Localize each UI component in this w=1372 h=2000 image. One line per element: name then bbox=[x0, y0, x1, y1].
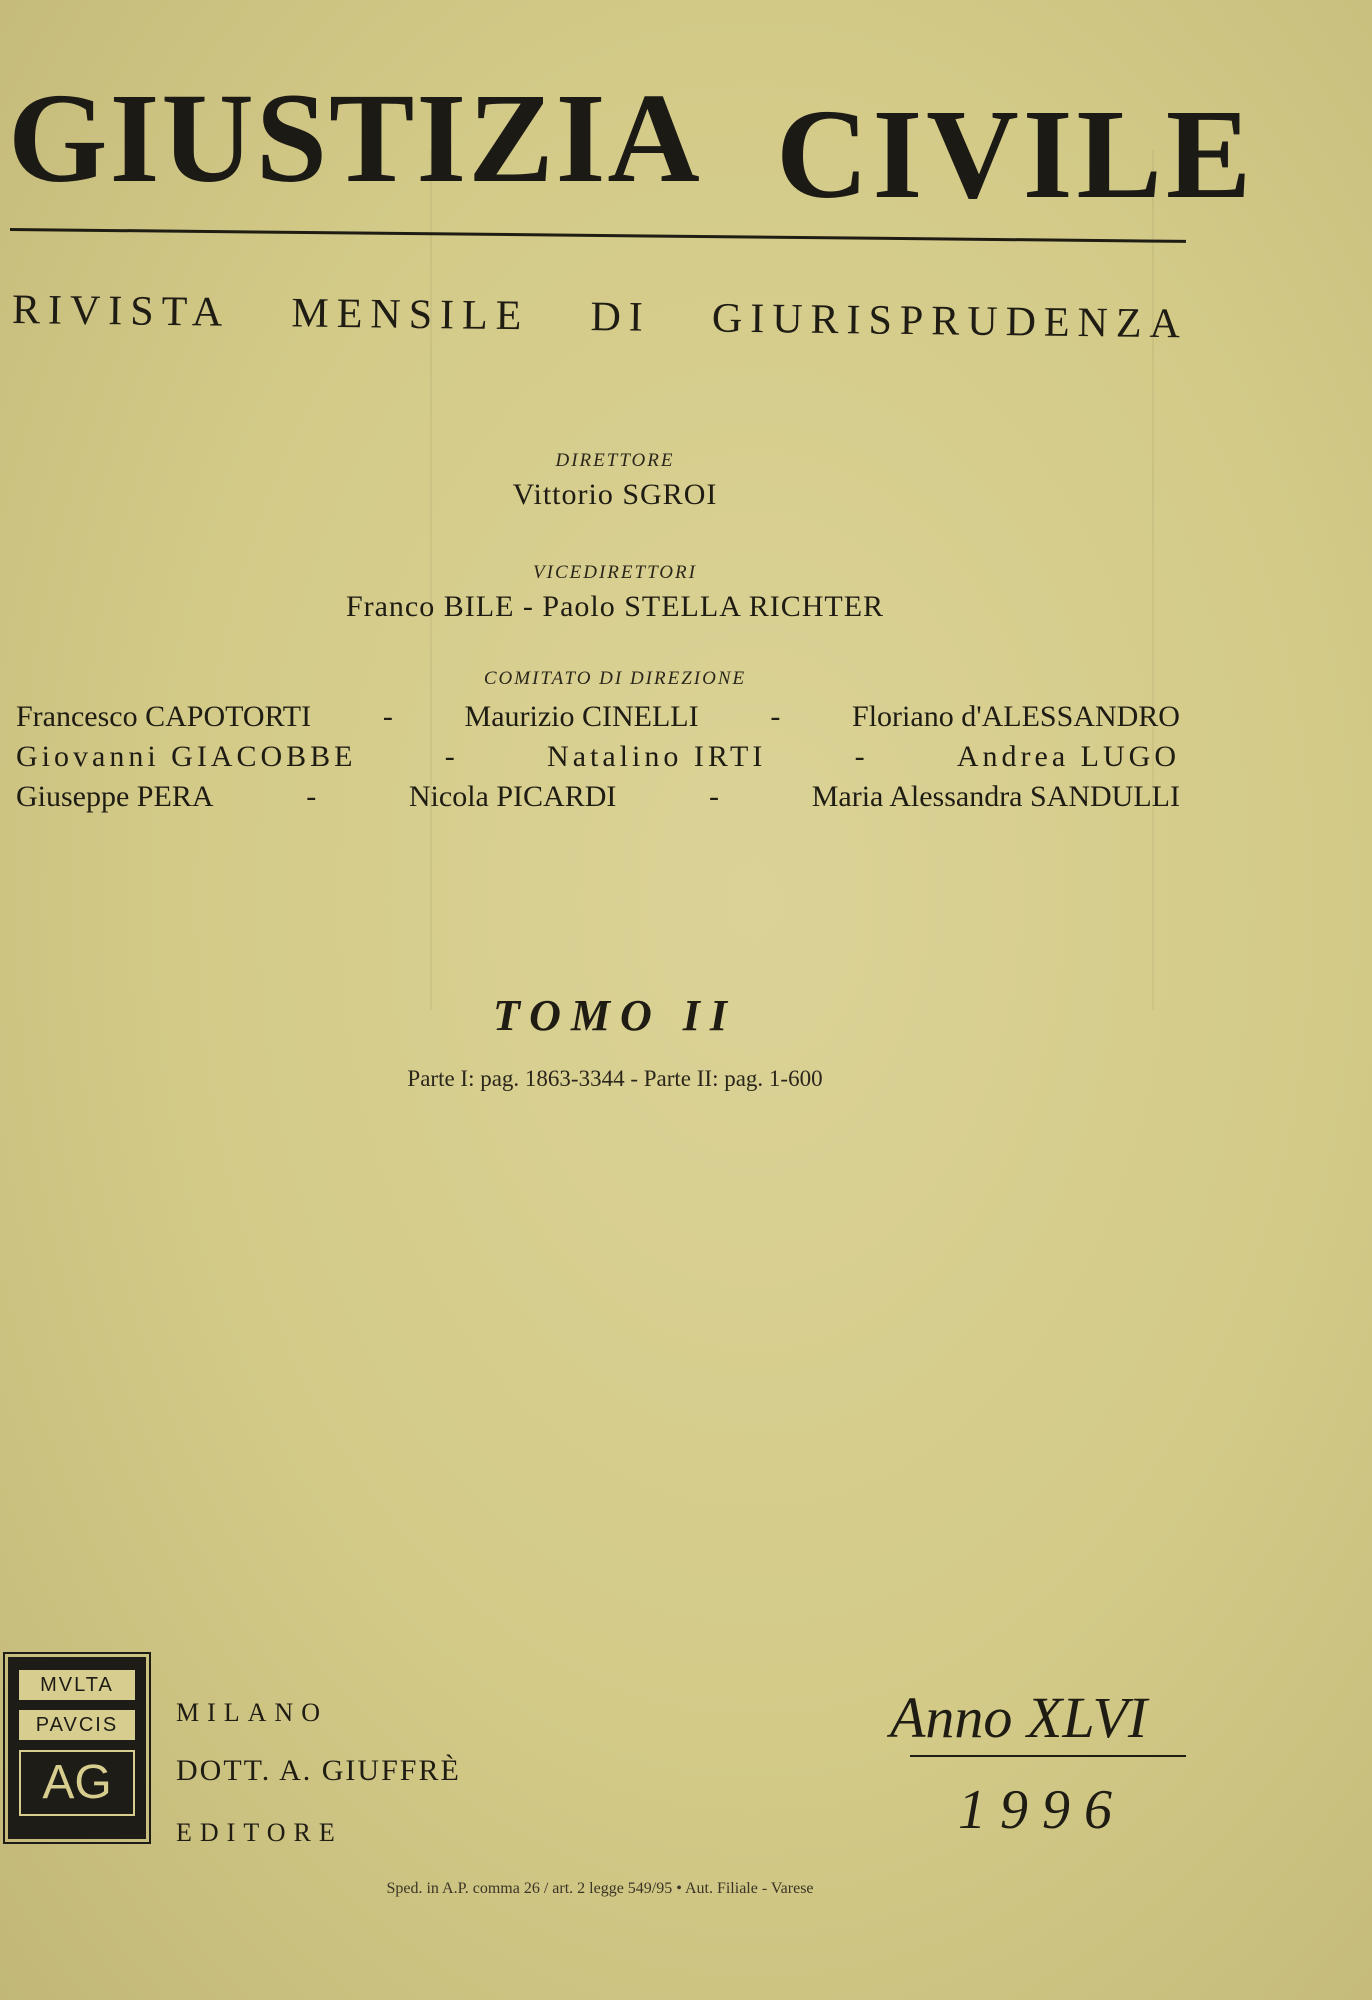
volume-parts: Parte I: pag. 1863-3344 - Parte II: pag. 1-600 bbox=[407, 1066, 823, 1091]
publisher-name: DOTT. A. GIUFFRÈ bbox=[176, 1754, 461, 1787]
comitato-separator: - bbox=[709, 780, 720, 813]
anno-rule bbox=[910, 1755, 1186, 1757]
comitato-member: Giuseppe PERA bbox=[16, 780, 214, 813]
comitato-role: COMITATO DI DIREZIONE bbox=[483, 668, 747, 689]
comitato-line-1 bbox=[16, 700, 1180, 734]
comitato-member: Francesco CAPOTORTI bbox=[16, 700, 312, 733]
journal-title-giustizia: GIUSTIZIA bbox=[8, 67, 702, 209]
issue-anno: Anno XLVI bbox=[890, 1685, 1148, 1750]
volume-tomo: TOMO II bbox=[492, 991, 737, 1040]
logo-monogram: AG bbox=[19, 1750, 135, 1816]
vicedirettori-names: Franco BILE - Paolo STELLA RICHTER bbox=[345, 590, 885, 623]
comitato-separator: - bbox=[444, 740, 459, 773]
comitato-member: Floriano d'ALESSANDRO bbox=[852, 700, 1180, 733]
subtitle-word: MENSILE bbox=[291, 290, 530, 340]
comitato-line-3 bbox=[16, 780, 1180, 814]
comitato-member: Maurizio CINELLI bbox=[464, 700, 699, 733]
comitato-member: Natalino IRTI bbox=[547, 740, 767, 773]
journal-title-civile: CIVILE bbox=[776, 83, 1256, 225]
comitato-member: Andrea LUGO bbox=[956, 740, 1180, 773]
comitato-line-2 bbox=[16, 740, 1180, 774]
comitato-separator: - bbox=[854, 740, 869, 773]
subtitle-word: DI bbox=[590, 294, 652, 341]
comitato-separator: - bbox=[382, 700, 393, 733]
subtitle-word: RIVISTA bbox=[11, 287, 231, 336]
comitato-member: Giovanni GIACOBBE bbox=[16, 740, 357, 773]
subtitle-word: GIURISPRUDENZA bbox=[711, 295, 1189, 348]
logo-motto-line-2: PAVCIS bbox=[19, 1710, 135, 1740]
comitato-member: Nicola PICARDI bbox=[408, 780, 617, 813]
postal-footer: Sped. in A.P. comma 26 / art. 2 legge 549/95 • Aut. Filiale - Varese bbox=[386, 1880, 814, 1897]
comitato-separator: - bbox=[770, 700, 781, 733]
comitato-member: Maria Alessandra SANDULLI bbox=[811, 780, 1180, 813]
publisher-city: MILANO bbox=[176, 1698, 328, 1727]
comitato-separator: - bbox=[306, 780, 317, 813]
publisher-logo bbox=[8, 1657, 146, 1839]
logo-motto-line-1: MVLTA bbox=[19, 1670, 135, 1700]
vicedirettori-role: VICEDIRETTORI bbox=[533, 562, 697, 583]
direttore-role: DIRETTORE bbox=[555, 450, 675, 471]
direttore-name: Vittorio SGROI bbox=[512, 478, 718, 511]
publisher-role: EDITORE bbox=[176, 1818, 343, 1847]
issue-year: 1996 bbox=[958, 1779, 1126, 1841]
